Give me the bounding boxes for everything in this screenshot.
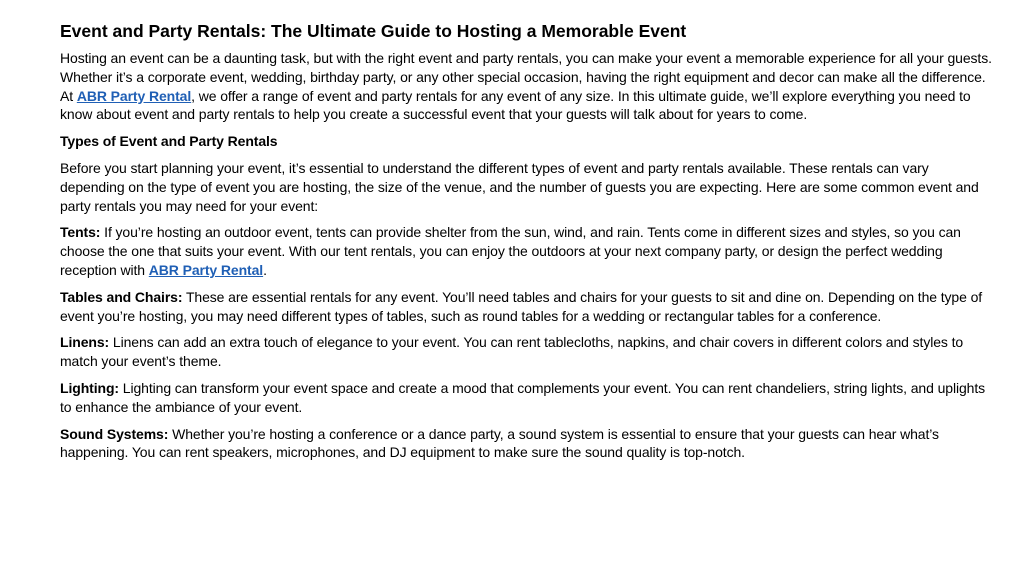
lighting-paragraph	[60, 379, 995, 417]
types-heading: Types of Event and Party Rentals	[60, 133, 278, 150]
tables-text: These are essential rentals for any event. You’ll need tables and chairs for your guests to sit and dine on. Depending on the type of event you’re hosting, you may need different types of tables, such as round tables for a wedding or rectangular tables for a conference.	[60, 288, 983, 324]
intro-paragraph	[60, 49, 995, 124]
intro-text-before: Hosting an event can be a daunting task, but with the right event and party rentals, you can make your event a memorable experience for all your guests. Whether it’s a corporate event, wedding, birthday party, or any other special occasion, having the right equipment and decor can make all the difference. At	[60, 50, 992, 104]
abr-party-rental-link[interactable]: ABR Party Rental	[76, 87, 192, 104]
tents-text: If you’re hosting an outdoor event, tents can provide shelter from the sun, wind, and rain. Tents come in different sizes and styles, so you can choose the one that suits your event. With our tent rentals, you can enjoy the outdoors at your next company party, or design the perfect wedding reception with	[60, 224, 961, 278]
document-page	[60, 20, 995, 470]
tents-paragraph	[60, 223, 995, 279]
linens-text: Linens can add an extra touch of elegance to your event. You can rent tablecloths, napkins, and chair covers in different colors and styles to match your event’s theme.	[60, 334, 964, 370]
sound-paragraph	[60, 425, 995, 463]
lighting-term: Lighting:	[60, 379, 119, 396]
lighting-text: Lighting can transform your event space and create a mood that complements your event. You can rent chandeliers, string lights, and uplights to enhance the ambiance of your event.	[60, 379, 986, 415]
linens-term: Linens:	[60, 334, 110, 351]
sound-text: Whether you’re hosting a conference or a dance party, a sound system is essential to ensure that your guests can hear what’s happening. You can rent speakers, microphones, and DJ equipment to make sure the sound quality is top-notch.	[60, 425, 939, 461]
intro-text-after: , we offer a range of event and party rentals for any event of any size. In this ultimate guide, we’ll explore everything you need to know about event and party rentals to help you create a successful event that your guests will talk about for years to come.	[60, 87, 971, 123]
tables-paragraph	[60, 288, 995, 326]
sound-term: Sound Systems:	[60, 425, 169, 442]
types-intro-paragraph: Before you start planning your event, it’s essential to understand the different types of event and party rentals available. These rentals can vary depending on the type of event you are hosting, the size of the venue, and the number of guests you are expecting. Here are some common event and party rentals you may need for your event:	[60, 159, 979, 214]
tables-term: Tables and Chairs:	[60, 288, 183, 305]
abr-party-rental-link-2[interactable]: ABR Party Rental	[148, 261, 264, 278]
page-title: Event and Party Rentals: The Ultimate Guide to Hosting a Memorable Event	[60, 21, 687, 41]
tents-term: Tents:	[60, 224, 101, 241]
linens-paragraph	[60, 333, 995, 371]
tents-text-after: .	[263, 261, 267, 278]
